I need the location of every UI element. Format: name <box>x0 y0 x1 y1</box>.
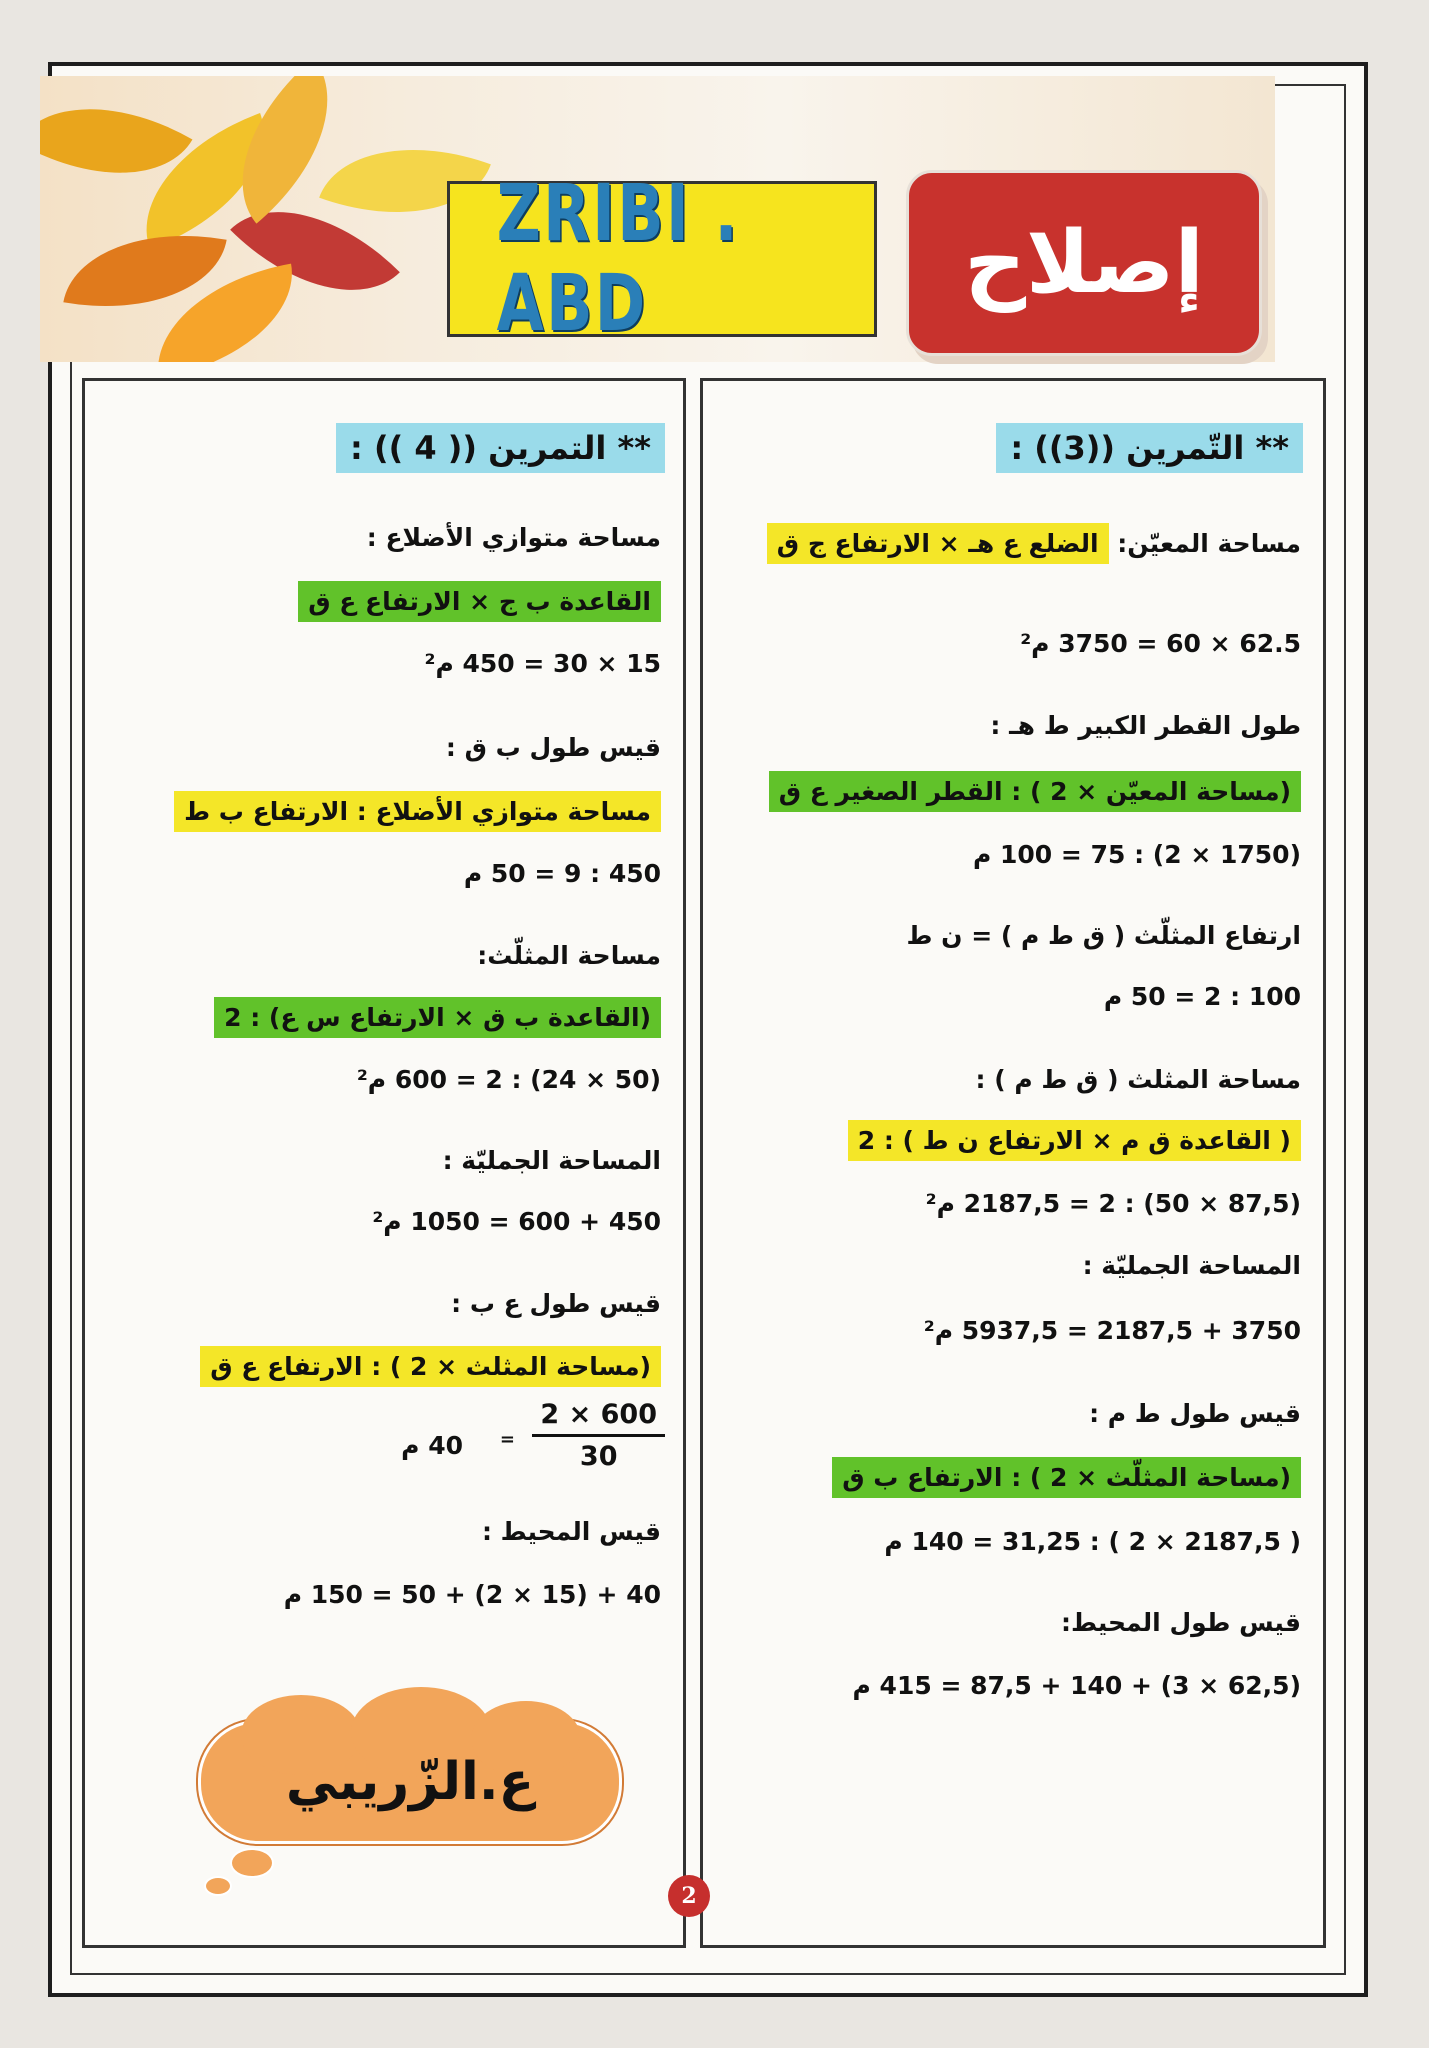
ex4-line: مساحة متوازي الأضلاع : <box>366 523 661 552</box>
ex4-line: 15 × 30 = 450 م² <box>424 649 661 678</box>
ex4-line: (مساحة المثلث × 2 ) : الارتفاع ع ق <box>200 1352 661 1381</box>
page-number: 2 <box>668 1875 710 1917</box>
fraction-equals: = <box>499 1429 515 1450</box>
ex3-line: ( القاعدة ق م × الارتفاع ن ط ) : 2 <box>848 1126 1301 1155</box>
ex4-line: 40 + (15 × 2) + 50 = 150 م <box>283 1580 661 1609</box>
ex3-line: قيس طول المحيط: <box>1061 1608 1301 1637</box>
signature-text: ع.الزّريبي <box>285 1752 535 1812</box>
fraction <box>532 1399 665 1472</box>
exercise-3-column <box>700 378 1326 1948</box>
ex3-line: ( 2187,5 × 2 ) : 31,25 = 140 م <box>884 1527 1301 1556</box>
ex4-line: 450 + 600 = 1050 م² <box>372 1207 661 1236</box>
ex4-line: مساحة متوازي الأضلاع : الارتفاع ب ط <box>174 797 661 826</box>
ex4-line: 450 : 9 = 50 م <box>463 859 661 888</box>
ex3-line: مساحة المعيّن: الضلع ع هـ × الارتفاع ج ق <box>767 529 1301 558</box>
signature-cloud <box>198 1720 622 1844</box>
ex4-line: قيس طول ع ب : <box>451 1289 661 1318</box>
ex3-line: (62,5 × 3) + 140 + 87,5 = 415 م <box>852 1671 1301 1700</box>
fraction-numerator: 600 × 2 <box>532 1399 665 1437</box>
ex3-line: المساحة الجمليّة : <box>1082 1251 1301 1280</box>
ex3-line: (مساحة المثلّث × 2 ) : الارتفاع ب ق <box>832 1463 1301 1492</box>
ex3-line: 100 : 2 = 50 م <box>1103 982 1301 1011</box>
ex4-line: قيس طول ب ق : <box>445 733 661 762</box>
cloud-puff <box>230 1848 274 1878</box>
exercise-3-heading: ** التّمرين ((3)) : <box>996 423 1303 473</box>
ex3-line: ارتفاع المثلّث ( ق ط م ) = ن ط <box>906 921 1301 950</box>
ex4-line: قيس المحيط : <box>481 1517 661 1546</box>
ex3-line: (87,5 × 50) : 2 = 2187,5 م² <box>925 1189 1301 1218</box>
ex4-line: مساحة المثلّث: <box>477 941 661 970</box>
fraction-result: 40 م <box>401 1431 463 1460</box>
ex4-line: القاعدة ب ج × الارتفاع ع ق <box>298 587 661 616</box>
ex3-line: قيس طول ط م : <box>1089 1399 1301 1428</box>
ex3-line: طول القطر الكبير ط هـ : <box>990 711 1301 740</box>
ex4-line: المساحة الجمليّة : <box>442 1146 661 1175</box>
ex3-line: مساحة المثلث ( ق ط م ) : <box>975 1065 1301 1094</box>
exercise-4-heading: ** التمرين (( 4 )) : <box>336 423 665 473</box>
ex3-line: (مساحة المعيّن × 2 ) : القطر الصغير ع ق <box>769 777 1301 806</box>
ex3-line: 3750 + 2187,5 = 5937,5 م² <box>923 1316 1301 1345</box>
page-title: إصلاح <box>964 213 1204 313</box>
title-box <box>906 170 1262 356</box>
ex4-line: (50 × 24) : 2 = 600 م² <box>356 1065 661 1094</box>
brand-text: ZRIBI . ABD <box>496 169 740 349</box>
cloud-puff <box>204 1876 232 1896</box>
ex3-line: (1750 × 2) : 75 = 100 م <box>972 840 1301 869</box>
ex4-line: (القاعدة ب ق × الارتفاع س ع) : 2 <box>214 1003 661 1032</box>
fraction-denominator: 30 <box>579 1441 618 1472</box>
brand-box <box>447 169 877 349</box>
ex3-line: 62.5 × 60 = 3750 م² <box>1020 629 1301 658</box>
